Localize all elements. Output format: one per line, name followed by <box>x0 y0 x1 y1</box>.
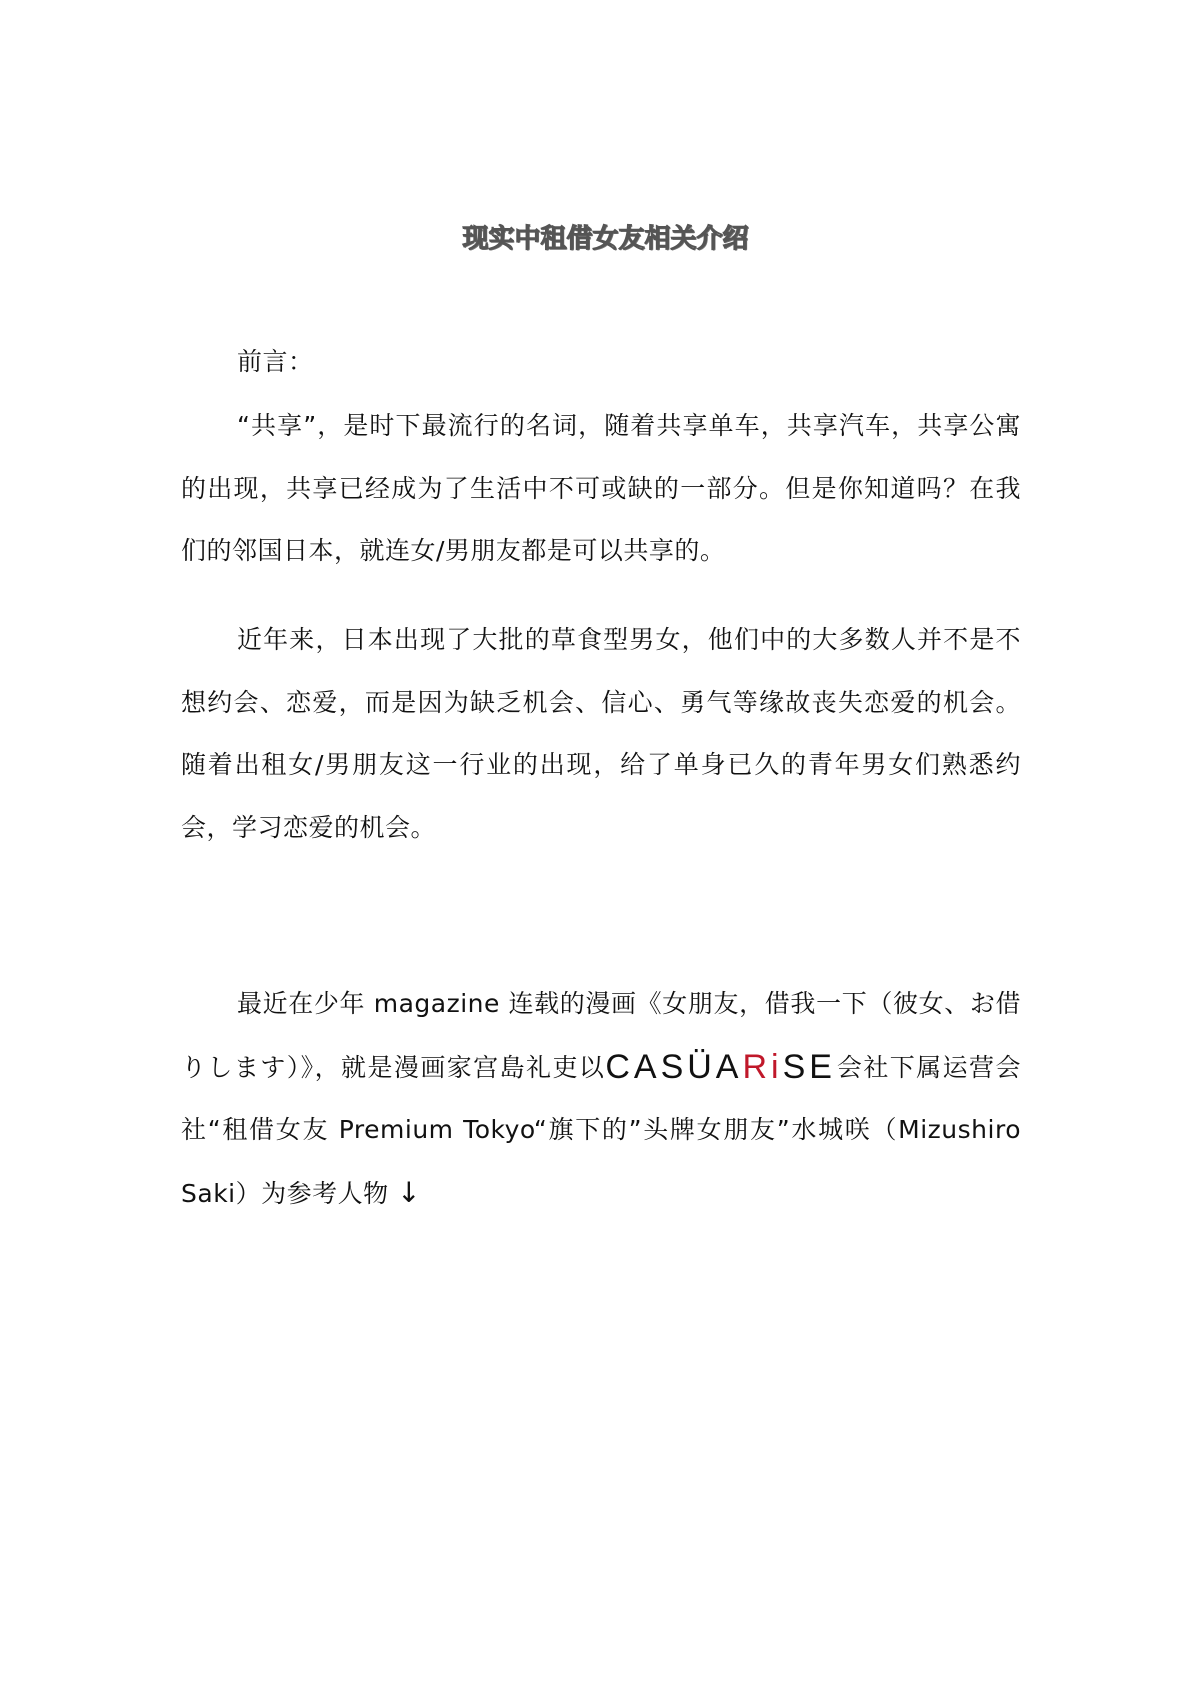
preface-label: 前言： <box>237 347 314 376</box>
down-arrow-icon: ↓ <box>397 1175 422 1209</box>
paragraph-text: 近年来，日本出现了大批的草食型男女，他们中的大多数人并不是不想约会、恋爱，而是因为缺乏机会、信心、勇气等缘故丧失恋爱的机会。随着出租女/男朋友这一行业的出现，给了单身已久的青年男女们熟悉约会，学习恋爱的机会。 <box>181 625 1021 842</box>
paragraph-text: “共享”，是时下最流行的名词，随着共享单车，共享汽车，共享公寓的出现，共享已经成为了生活中不可或缺的一部分。但是你知道吗？在我们的邻国日本，就连女/男朋友都是可以共享的。 <box>181 411 1021 565</box>
paragraph-text <box>181 973 1021 1225</box>
paragraph-herbivore-trend <box>181 609 1021 859</box>
casuarise-logo <box>605 1036 836 1099</box>
logo-text-part3: SE <box>782 1047 836 1086</box>
paragraph-sharing-intro <box>181 395 1021 583</box>
document-title: 现实中租借女友相关介绍 <box>462 224 749 254</box>
paragraph-text-part: 最近在少年 magazine 连载的漫画《女朋友，借我一下（彼女、お借りします）》，就是漫画家宫島礼吏以 <box>181 989 1021 1082</box>
paragraph-text-part: 会社下属运营会社“租借女友 Premium Tokyo“旗下的”头牌女朋友”水城咲（Mizushiro Saki）为参考人物 <box>181 1052 1021 1208</box>
logo-text-part1: CASÜA <box>605 1047 743 1086</box>
logo-text-part2: Ri <box>742 1047 783 1086</box>
paragraph-manga-reference <box>181 973 1021 1225</box>
